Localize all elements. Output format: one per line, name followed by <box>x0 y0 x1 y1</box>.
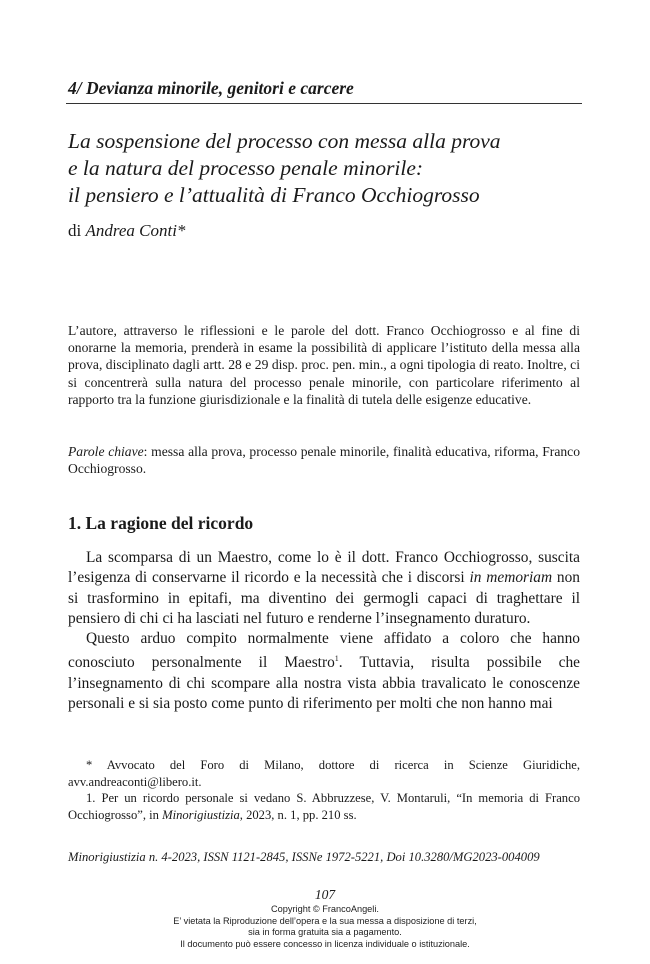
copyright-notice <box>0 904 650 950</box>
keywords-label: Parole chiave <box>68 444 144 459</box>
author-name: Andrea Conti* <box>85 221 186 240</box>
copyright-line: Il documento può essere concesso in licenza individuale o istituzionale. <box>180 938 470 949</box>
header-rule <box>66 103 582 104</box>
paragraph-text: La scomparsa di un Maestro, come lo è il dott. Franco Occhiogrosso, suscita l’esigenza di conservarne il ricordo e la necessità che i discorsi <box>68 549 580 587</box>
title-line: La sospensione del processo con messa alla prova <box>68 129 501 153</box>
paragraph-text: non si trasformino in epitafi, ma diventino dei germogli capaci di traghettare il pensiero di chi ci ha lasciati nel futuro e renderne l’insegnamento duraturo. <box>68 569 580 627</box>
footnote-1 <box>68 790 580 823</box>
title-line: e la natura del processo penale minorile: <box>68 156 424 180</box>
copyright-line: sia in forma gratuita sia a pagamento. <box>248 927 402 938</box>
copyright-line: Copyright © FrancoAngeli. <box>271 904 379 914</box>
paragraph-text: . Tuttavia, risulta possibile che l’insegnamento di chi scompare alla nostra vista abbia travalicato le conoscenze personali e si sia posto come punto di riferimento per molti che non hanno mai <box>68 654 581 713</box>
section-header: 4/ Devianza minorile, genitori e carcere <box>68 78 354 98</box>
article-title <box>68 128 580 209</box>
footnote-author: * Avvocato del Foro di Milano, dottore di ricerca in Scienze Giuridiche, avv.andreaconti@libero.it. <box>68 758 580 789</box>
copyright-line: E’ vietata la Riproduzione dell’opera e la sua messa a disposizione di terzi, <box>173 915 477 926</box>
page-number: 107 <box>314 887 336 902</box>
keywords-list: : messa alla prova, processo penale minorile, finalità educativa, riforma, Franco Occhiogrosso. <box>68 444 580 477</box>
footnote-text: 1. Per un ricordo personale si vedano S. Abbruzzese, V. Montaruli, “In memoria di Franco Occhiogrosso”, in <box>68 791 580 822</box>
footnote-text: , 2023, n. 1, pp. 210 ss. <box>239 807 357 822</box>
byline-prefix: di <box>68 221 82 240</box>
title-line: il pensiero e l’attualità di Franco Occhiogrosso <box>68 183 480 207</box>
journal-info: Minorigiustizia n. 4-2023, ISSN 1121-2845, ISSNe 1972-5221, Doi 10.3280/MG2023-004009 <box>68 850 540 864</box>
paragraph-italic: in memoriam <box>469 569 553 587</box>
paragraph <box>68 548 580 629</box>
body-text <box>68 548 580 715</box>
keywords <box>68 443 580 477</box>
byline <box>68 221 185 241</box>
abstract: L’autore, attraverso le riflessioni e le parole del dott. Franco Occhiogrosso e al fine di onorarne la memoria, prenderà in esame la possibilità di applicare l’istituto della messa alla prova, disciplinato dagli artt. 28 e 29 disp. proc. pen. min., a ogni tipologia di reato. Inoltre, ci si concentrerà sulla natura del processo penale minorile, con particolare riferimento al rapporto tra la funzione giurisdizionale e la finalità di tutela delle esigenze educative. <box>68 323 580 407</box>
paragraph <box>68 629 580 714</box>
footnote-marker: 1 <box>334 654 339 664</box>
section-heading: 1. La ragione del ricordo <box>68 513 254 533</box>
footnotes <box>68 757 580 823</box>
paragraph-text: Questo arduo compito normalmente viene affidato a coloro che hanno conosciuto personalmente il Maestro <box>68 630 580 672</box>
footnote-italic: Minorigiustizia <box>162 807 240 822</box>
